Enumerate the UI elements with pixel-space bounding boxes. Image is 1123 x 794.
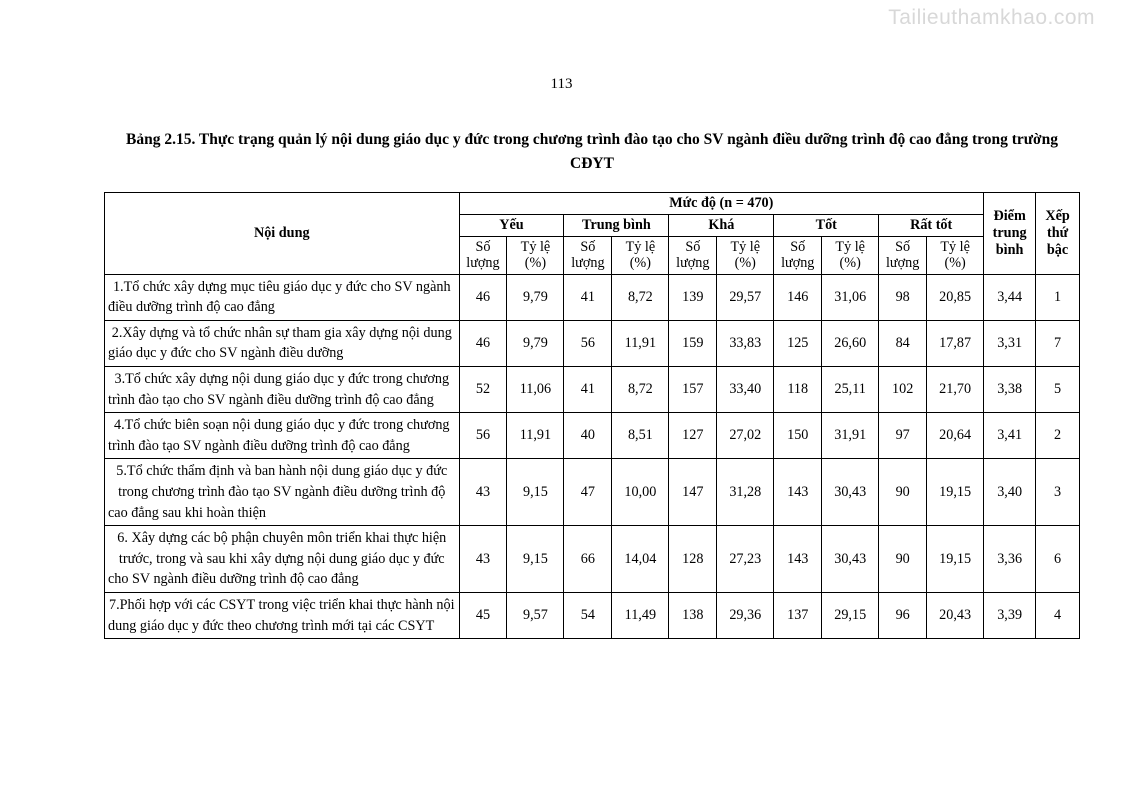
cell-tb-percent: 14,04 [612, 526, 669, 593]
cell-tot-count: 137 [774, 592, 822, 638]
cell-kha-count: 139 [669, 274, 717, 320]
cell-rtot-count: 84 [879, 320, 927, 366]
cell-diem-trung-binh: 3,39 [984, 592, 1036, 638]
row-content: 1.Tổ chức xây dựng mục tiêu giáo dục y đức cho SV ngành điều dưỡng trình độ cao đẳng [105, 274, 460, 320]
cell-tb-count: 56 [564, 320, 612, 366]
cell-tb-count: 54 [564, 592, 612, 638]
table-header [105, 193, 1080, 275]
table-row [105, 274, 1080, 320]
cell-yeu-count: 46 [459, 320, 507, 366]
cell-yeu-percent: 9,79 [507, 274, 564, 320]
cell-yeu-percent: 9,15 [507, 459, 564, 526]
cell-rtot-count: 90 [879, 459, 927, 526]
cell-tb-percent: 8,72 [612, 274, 669, 320]
table-row [105, 526, 1080, 593]
header-level-tot: Tốt [774, 215, 879, 237]
cell-rtot-count: 96 [879, 592, 927, 638]
cell-rtot-percent: 20,85 [927, 274, 984, 320]
cell-yeu-percent: 9,57 [507, 592, 564, 638]
cell-kha-count: 157 [669, 367, 717, 413]
cell-rtot-percent: 19,15 [927, 459, 984, 526]
table-row [105, 413, 1080, 459]
header-tot-percent: Tỷ lệ (%) [822, 237, 879, 275]
cell-diem-trung-binh: 3,38 [984, 367, 1036, 413]
header-rtot-count: Số lượng [879, 237, 927, 275]
cell-kha-count: 127 [669, 413, 717, 459]
cell-tot-percent: 31,06 [822, 274, 879, 320]
cell-diem-trung-binh: 3,44 [984, 274, 1036, 320]
table-row [105, 592, 1080, 638]
cell-rtot-percent: 20,43 [927, 592, 984, 638]
cell-tot-percent: 29,15 [822, 592, 879, 638]
header-diem-trung-binh: Điểm trung bình [984, 193, 1036, 275]
table-row [105, 367, 1080, 413]
cell-yeu-percent: 9,15 [507, 526, 564, 593]
cell-yeu-count: 52 [459, 367, 507, 413]
cell-kha-count: 147 [669, 459, 717, 526]
header-level-rat-tot: Rất tốt [879, 215, 984, 237]
header-yeu-percent: Tỷ lệ (%) [507, 237, 564, 275]
cell-tb-percent: 11,49 [612, 592, 669, 638]
cell-rtot-percent: 17,87 [927, 320, 984, 366]
cell-tot-count: 118 [774, 367, 822, 413]
cell-yeu-count: 43 [459, 459, 507, 526]
cell-yeu-count: 43 [459, 526, 507, 593]
header-xep-thu-bac: Xếp thứ bậc [1036, 193, 1080, 275]
cell-tb-percent: 8,72 [612, 367, 669, 413]
header-level-kha: Khá [669, 215, 774, 237]
cell-diem-trung-binh: 3,40 [984, 459, 1036, 526]
cell-tot-count: 125 [774, 320, 822, 366]
cell-rtot-percent: 21,70 [927, 367, 984, 413]
table-body [105, 274, 1080, 639]
header-rtot-percent: Tỷ lệ (%) [927, 237, 984, 275]
cell-kha-percent: 31,28 [717, 459, 774, 526]
header-kha-count: Số lượng [669, 237, 717, 275]
cell-diem-trung-binh: 3,41 [984, 413, 1036, 459]
cell-yeu-count: 46 [459, 274, 507, 320]
header-tb-count: Số lượng [564, 237, 612, 275]
cell-tot-percent: 30,43 [822, 459, 879, 526]
cell-tot-count: 146 [774, 274, 822, 320]
cell-xep-thu-bac: 3 [1036, 459, 1080, 526]
cell-xep-thu-bac: 1 [1036, 274, 1080, 320]
header-mucdo: Mức độ (n = 470) [459, 193, 984, 215]
header-level-trung-binh: Trung bình [564, 215, 669, 237]
cell-kha-percent: 29,36 [717, 592, 774, 638]
header-yeu-count: Số lượng [459, 237, 507, 275]
cell-tot-count: 150 [774, 413, 822, 459]
header-level-yeu: Yếu [459, 215, 564, 237]
site-watermark: Tailieuthamkhao.com [888, 6, 1095, 29]
cell-tot-count: 143 [774, 526, 822, 593]
cell-yeu-count: 56 [459, 413, 507, 459]
cell-tot-percent: 26,60 [822, 320, 879, 366]
table-row [105, 459, 1080, 526]
cell-tot-percent: 30,43 [822, 526, 879, 593]
header-noidung: Nội dung [105, 193, 460, 275]
cell-rtot-count: 97 [879, 413, 927, 459]
header-row-1 [105, 193, 1080, 215]
table-row [105, 320, 1080, 366]
cell-tb-count: 41 [564, 367, 612, 413]
cell-yeu-percent: 11,91 [507, 413, 564, 459]
cell-xep-thu-bac: 7 [1036, 320, 1080, 366]
cell-kha-percent: 27,23 [717, 526, 774, 593]
table-container [104, 192, 1080, 639]
cell-tb-count: 41 [564, 274, 612, 320]
cell-rtot-count: 90 [879, 526, 927, 593]
cell-tb-percent: 8,51 [612, 413, 669, 459]
cell-yeu-count: 45 [459, 592, 507, 638]
cell-tb-count: 47 [564, 459, 612, 526]
table-caption: Bảng 2.15. Thực trạng quản lý nội dung giáo dục y đức trong chương trình đào tạo cho SV ngành điều dưỡng trình độ cao đẳng trong trường CĐYT [126, 131, 1058, 173]
cell-rtot-percent: 20,64 [927, 413, 984, 459]
cell-yeu-percent: 9,79 [507, 320, 564, 366]
data-table [104, 192, 1080, 639]
header-tb-percent: Tỷ lệ (%) [612, 237, 669, 275]
row-content: 2.Xây dựng và tổ chức nhân sự tham gia xây dựng nội dung giáo dục y đức cho SV ngành điều dưỡng [105, 320, 460, 366]
row-content: 6. Xây dựng các bộ phận chuyên môn triển khai thực hiện trước, trong và sau khi xây dựng nội dung giáo dục y đức cho SV ngành điều dưỡng trình độ cao đẳng [105, 526, 460, 593]
cell-kha-count: 138 [669, 592, 717, 638]
row-content: 4.Tổ chức biên soạn nội dung giáo dục y đức trong chương trình đào tạo SV ngành điều dưỡng trình độ cao đẳng [105, 413, 460, 459]
cell-diem-trung-binh: 3,36 [984, 526, 1036, 593]
cell-tot-count: 143 [774, 459, 822, 526]
header-kha-percent: Tỷ lệ (%) [717, 237, 774, 275]
row-content: 5.Tổ chức thẩm định và ban hành nội dung giáo dục y đức trong chương trình đào tạo SV ngành điều dưỡng trình độ cao đẳng sau khi hoàn thiện [105, 459, 460, 526]
row-content: 3.Tổ chức xây dựng nội dung giáo dục y đức trong chương trình đào tạo cho SV ngành điều dưỡng trình độ cao đẳng [105, 367, 460, 413]
cell-rtot-percent: 19,15 [927, 526, 984, 593]
cell-kha-percent: 33,40 [717, 367, 774, 413]
cell-kha-count: 128 [669, 526, 717, 593]
cell-tot-percent: 31,91 [822, 413, 879, 459]
cell-xep-thu-bac: 6 [1036, 526, 1080, 593]
cell-kha-percent: 33,83 [717, 320, 774, 366]
cell-tb-count: 40 [564, 413, 612, 459]
cell-tb-percent: 11,91 [612, 320, 669, 366]
cell-tot-percent: 25,11 [822, 367, 879, 413]
cell-xep-thu-bac: 4 [1036, 592, 1080, 638]
cell-kha-count: 159 [669, 320, 717, 366]
header-tot-count: Số lượng [774, 237, 822, 275]
cell-rtot-count: 98 [879, 274, 927, 320]
page-number: 113 [550, 76, 573, 92]
row-content: 7.Phối hợp với các CSYT trong việc triển khai thực hành nội dung giáo dục y đức theo chương trình mới tại các CSYT [105, 592, 460, 638]
cell-tb-count: 66 [564, 526, 612, 593]
cell-diem-trung-binh: 3,31 [984, 320, 1036, 366]
cell-kha-percent: 27,02 [717, 413, 774, 459]
cell-xep-thu-bac: 2 [1036, 413, 1080, 459]
cell-xep-thu-bac: 5 [1036, 367, 1080, 413]
cell-yeu-percent: 11,06 [507, 367, 564, 413]
cell-tb-percent: 10,00 [612, 459, 669, 526]
cell-kha-percent: 29,57 [717, 274, 774, 320]
cell-rtot-count: 102 [879, 367, 927, 413]
